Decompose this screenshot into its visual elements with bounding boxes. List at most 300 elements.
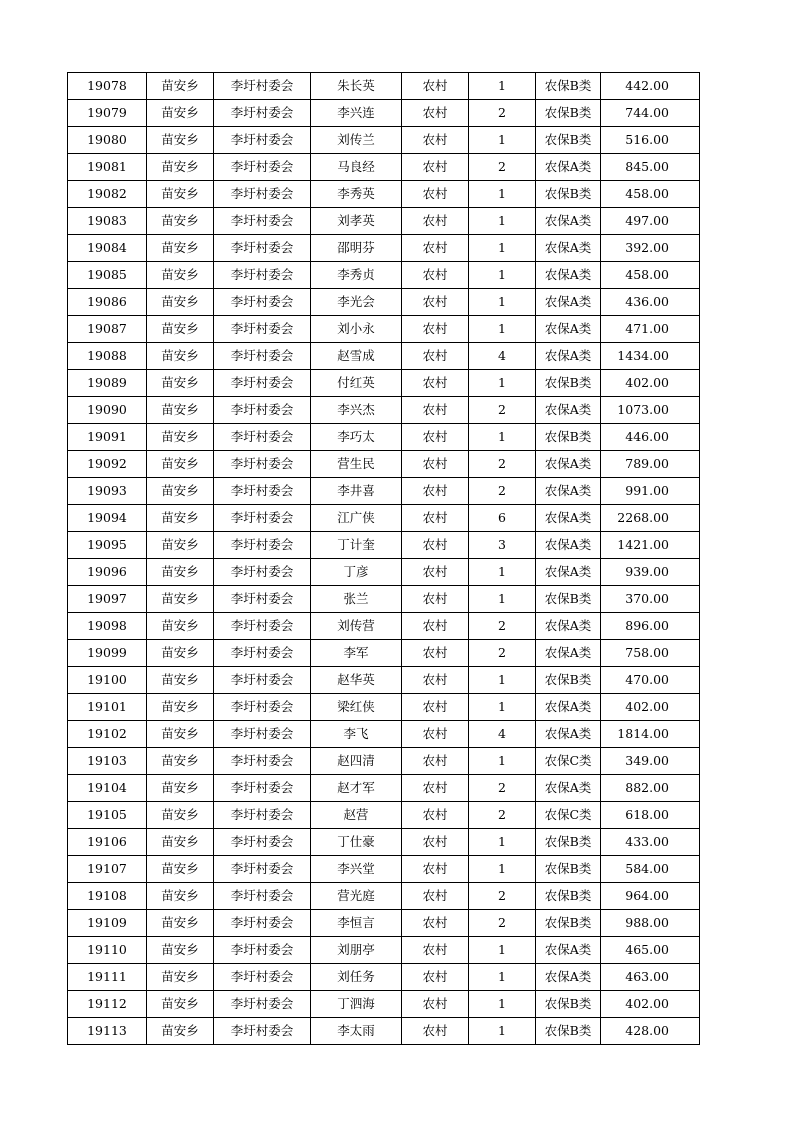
village-committee-cell: 李圩村委会 — [214, 964, 311, 991]
township-cell: 苗安乡 — [147, 667, 214, 694]
household-count-cell: 2 — [469, 640, 536, 667]
area-type-cell: 农村 — [402, 964, 469, 991]
household-count-cell: 1 — [469, 964, 536, 991]
area-type-cell: 农村 — [402, 586, 469, 613]
township-cell: 苗安乡 — [147, 613, 214, 640]
household-count-cell: 2 — [469, 613, 536, 640]
insurance-category-cell: 农保B类 — [536, 910, 601, 937]
person-name-cell: 李光会 — [311, 289, 402, 316]
area-type-cell: 农村 — [402, 505, 469, 532]
village-committee-cell: 李圩村委会 — [214, 559, 311, 586]
household-count-cell: 2 — [469, 910, 536, 937]
insurance-category-cell: 农保B类 — [536, 586, 601, 613]
insurance-category-cell: 农保B类 — [536, 883, 601, 910]
area-type-cell: 农村 — [402, 532, 469, 559]
township-cell: 苗安乡 — [147, 559, 214, 586]
amount-cell: 618.00 — [601, 802, 700, 829]
table-row — [68, 73, 700, 100]
township-cell: 苗安乡 — [147, 991, 214, 1018]
township-cell: 苗安乡 — [147, 73, 214, 100]
village-committee-cell: 李圩村委会 — [214, 289, 311, 316]
record-id-cell: 19088 — [68, 343, 147, 370]
village-committee-cell: 李圩村委会 — [214, 424, 311, 451]
township-cell: 苗安乡 — [147, 775, 214, 802]
household-count-cell: 4 — [469, 721, 536, 748]
amount-cell: 991.00 — [601, 478, 700, 505]
amount-cell: 402.00 — [601, 694, 700, 721]
person-name-cell: 张兰 — [311, 586, 402, 613]
township-cell: 苗安乡 — [147, 127, 214, 154]
person-name-cell: 丁彦 — [311, 559, 402, 586]
township-cell: 苗安乡 — [147, 181, 214, 208]
township-cell: 苗安乡 — [147, 721, 214, 748]
area-type-cell: 农村 — [402, 883, 469, 910]
township-cell: 苗安乡 — [147, 397, 214, 424]
person-name-cell: 李飞 — [311, 721, 402, 748]
insurance-category-cell: 农保A类 — [536, 451, 601, 478]
record-id-cell: 19090 — [68, 397, 147, 424]
township-cell: 苗安乡 — [147, 343, 214, 370]
person-name-cell: 刘传兰 — [311, 127, 402, 154]
table-row — [68, 559, 700, 586]
person-name-cell: 刘孝英 — [311, 208, 402, 235]
village-committee-cell: 李圩村委会 — [214, 235, 311, 262]
table-row — [68, 235, 700, 262]
insurance-category-cell: 农保B类 — [536, 991, 601, 1018]
village-committee-cell: 李圩村委会 — [214, 883, 311, 910]
household-count-cell: 2 — [469, 154, 536, 181]
person-name-cell: 营光庭 — [311, 883, 402, 910]
person-name-cell: 刘朋亭 — [311, 937, 402, 964]
township-cell: 苗安乡 — [147, 586, 214, 613]
household-count-cell: 1 — [469, 127, 536, 154]
person-name-cell: 刘传营 — [311, 613, 402, 640]
insurance-category-cell: 农保A类 — [536, 343, 601, 370]
person-name-cell: 赵营 — [311, 802, 402, 829]
insurance-category-cell: 农保B类 — [536, 73, 601, 100]
household-count-cell: 1 — [469, 208, 536, 235]
area-type-cell: 农村 — [402, 721, 469, 748]
ledger-body — [68, 73, 700, 1045]
village-committee-cell: 李圩村委会 — [214, 262, 311, 289]
village-committee-cell: 李圩村委会 — [214, 127, 311, 154]
insurance-category-cell: 农保B类 — [536, 370, 601, 397]
area-type-cell: 农村 — [402, 100, 469, 127]
person-name-cell: 付红英 — [311, 370, 402, 397]
record-id-cell: 19079 — [68, 100, 147, 127]
table-row — [68, 667, 700, 694]
village-committee-cell: 李圩村委会 — [214, 478, 311, 505]
township-cell: 苗安乡 — [147, 802, 214, 829]
amount-cell: 402.00 — [601, 991, 700, 1018]
household-count-cell: 1 — [469, 316, 536, 343]
table-row — [68, 478, 700, 505]
insurance-category-cell: 农保C类 — [536, 748, 601, 775]
table-row — [68, 370, 700, 397]
township-cell: 苗安乡 — [147, 235, 214, 262]
amount-cell: 433.00 — [601, 829, 700, 856]
township-cell: 苗安乡 — [147, 478, 214, 505]
area-type-cell: 农村 — [402, 154, 469, 181]
record-id-cell: 19083 — [68, 208, 147, 235]
household-count-cell: 1 — [469, 586, 536, 613]
township-cell: 苗安乡 — [147, 316, 214, 343]
area-type-cell: 农村 — [402, 181, 469, 208]
person-name-cell: 丁计奎 — [311, 532, 402, 559]
amount-cell: 882.00 — [601, 775, 700, 802]
amount-cell: 402.00 — [601, 370, 700, 397]
table-row — [68, 397, 700, 424]
household-count-cell: 4 — [469, 343, 536, 370]
person-name-cell: 江广侠 — [311, 505, 402, 532]
area-type-cell: 农村 — [402, 127, 469, 154]
amount-cell: 896.00 — [601, 613, 700, 640]
insurance-category-cell: 农保A类 — [536, 937, 601, 964]
insurance-category-cell: 农保A类 — [536, 262, 601, 289]
record-id-cell: 19082 — [68, 181, 147, 208]
township-cell: 苗安乡 — [147, 748, 214, 775]
person-name-cell: 丁仕豪 — [311, 829, 402, 856]
township-cell: 苗安乡 — [147, 883, 214, 910]
village-committee-cell: 李圩村委会 — [214, 586, 311, 613]
table-row — [68, 883, 700, 910]
record-id-cell: 19106 — [68, 829, 147, 856]
person-name-cell: 李兴杰 — [311, 397, 402, 424]
village-committee-cell: 李圩村委会 — [214, 721, 311, 748]
village-committee-cell: 李圩村委会 — [214, 667, 311, 694]
township-cell: 苗安乡 — [147, 154, 214, 181]
record-id-cell: 19107 — [68, 856, 147, 883]
insurance-category-cell: 农保B类 — [536, 1018, 601, 1045]
person-name-cell: 李秀贞 — [311, 262, 402, 289]
amount-cell: 939.00 — [601, 559, 700, 586]
village-committee-cell: 李圩村委会 — [214, 73, 311, 100]
record-id-cell: 19080 — [68, 127, 147, 154]
village-committee-cell: 李圩村委会 — [214, 154, 311, 181]
village-committee-cell: 李圩村委会 — [214, 991, 311, 1018]
amount-cell: 516.00 — [601, 127, 700, 154]
village-committee-cell: 李圩村委会 — [214, 316, 311, 343]
record-id-cell: 19095 — [68, 532, 147, 559]
insurance-category-cell: 农保B类 — [536, 856, 601, 883]
township-cell: 苗安乡 — [147, 370, 214, 397]
table-row — [68, 694, 700, 721]
table-row — [68, 532, 700, 559]
village-committee-cell: 李圩村委会 — [214, 370, 311, 397]
area-type-cell: 农村 — [402, 640, 469, 667]
record-id-cell: 19111 — [68, 964, 147, 991]
amount-cell: 471.00 — [601, 316, 700, 343]
record-id-cell: 19099 — [68, 640, 147, 667]
area-type-cell: 农村 — [402, 829, 469, 856]
insurance-category-cell: 农保A类 — [536, 505, 601, 532]
record-id-cell: 19086 — [68, 289, 147, 316]
record-id-cell: 19084 — [68, 235, 147, 262]
household-count-cell: 1 — [469, 1018, 536, 1045]
table-row — [68, 181, 700, 208]
household-count-cell: 1 — [469, 748, 536, 775]
table-row — [68, 343, 700, 370]
household-count-cell: 1 — [469, 262, 536, 289]
insurance-category-cell: 农保A类 — [536, 964, 601, 991]
household-count-cell: 1 — [469, 181, 536, 208]
township-cell: 苗安乡 — [147, 100, 214, 127]
table-row — [68, 856, 700, 883]
village-committee-cell: 李圩村委会 — [214, 397, 311, 424]
area-type-cell: 农村 — [402, 397, 469, 424]
area-type-cell: 农村 — [402, 235, 469, 262]
insurance-category-cell: 农保A类 — [536, 613, 601, 640]
household-count-cell: 1 — [469, 424, 536, 451]
amount-cell: 470.00 — [601, 667, 700, 694]
record-id-cell: 19094 — [68, 505, 147, 532]
amount-cell: 789.00 — [601, 451, 700, 478]
area-type-cell: 农村 — [402, 802, 469, 829]
village-committee-cell: 李圩村委会 — [214, 613, 311, 640]
household-count-cell: 2 — [469, 478, 536, 505]
area-type-cell: 农村 — [402, 667, 469, 694]
area-type-cell: 农村 — [402, 748, 469, 775]
record-id-cell: 19096 — [68, 559, 147, 586]
household-count-cell: 2 — [469, 451, 536, 478]
person-name-cell: 李秀英 — [311, 181, 402, 208]
table-row — [68, 208, 700, 235]
township-cell: 苗安乡 — [147, 694, 214, 721]
area-type-cell: 农村 — [402, 262, 469, 289]
household-count-cell: 2 — [469, 883, 536, 910]
township-cell: 苗安乡 — [147, 937, 214, 964]
table-row — [68, 775, 700, 802]
record-id-cell: 19092 — [68, 451, 147, 478]
record-id-cell: 19087 — [68, 316, 147, 343]
table-row — [68, 262, 700, 289]
household-count-cell: 1 — [469, 829, 536, 856]
township-cell: 苗安乡 — [147, 964, 214, 991]
person-name-cell: 邵明芬 — [311, 235, 402, 262]
amount-cell: 436.00 — [601, 289, 700, 316]
village-committee-cell: 李圩村委会 — [214, 694, 311, 721]
record-id-cell: 19078 — [68, 73, 147, 100]
village-committee-cell: 李圩村委会 — [214, 748, 311, 775]
area-type-cell: 农村 — [402, 478, 469, 505]
area-type-cell: 农村 — [402, 289, 469, 316]
amount-cell: 465.00 — [601, 937, 700, 964]
insurance-category-cell: 农保A类 — [536, 640, 601, 667]
table-row — [68, 802, 700, 829]
insurance-category-cell: 农保B类 — [536, 100, 601, 127]
household-count-cell: 3 — [469, 532, 536, 559]
person-name-cell: 李兴连 — [311, 100, 402, 127]
record-id-cell: 19104 — [68, 775, 147, 802]
person-name-cell: 刘任务 — [311, 964, 402, 991]
amount-cell: 964.00 — [601, 883, 700, 910]
table-row — [68, 424, 700, 451]
record-id-cell: 19085 — [68, 262, 147, 289]
township-cell: 苗安乡 — [147, 910, 214, 937]
household-count-cell: 1 — [469, 937, 536, 964]
area-type-cell: 农村 — [402, 937, 469, 964]
area-type-cell: 农村 — [402, 613, 469, 640]
township-cell: 苗安乡 — [147, 532, 214, 559]
amount-cell: 446.00 — [601, 424, 700, 451]
amount-cell: 442.00 — [601, 73, 700, 100]
table-row — [68, 1018, 700, 1045]
household-count-cell: 1 — [469, 235, 536, 262]
household-count-cell: 1 — [469, 991, 536, 1018]
table-row — [68, 154, 700, 181]
person-name-cell: 李军 — [311, 640, 402, 667]
insurance-category-cell: 农保B类 — [536, 667, 601, 694]
insurance-category-cell: 农保A类 — [536, 154, 601, 181]
person-name-cell: 丁泗海 — [311, 991, 402, 1018]
village-committee-cell: 李圩村委会 — [214, 856, 311, 883]
amount-cell: 458.00 — [601, 181, 700, 208]
person-name-cell: 朱长英 — [311, 73, 402, 100]
household-count-cell: 1 — [469, 694, 536, 721]
household-count-cell: 2 — [469, 397, 536, 424]
insurance-category-cell: 农保A类 — [536, 721, 601, 748]
record-id-cell: 19093 — [68, 478, 147, 505]
household-count-cell: 1 — [469, 667, 536, 694]
amount-cell: 744.00 — [601, 100, 700, 127]
area-type-cell: 农村 — [402, 316, 469, 343]
village-committee-cell: 李圩村委会 — [214, 343, 311, 370]
person-name-cell: 李井喜 — [311, 478, 402, 505]
table-row — [68, 640, 700, 667]
table-row — [68, 910, 700, 937]
village-committee-cell: 李圩村委会 — [214, 937, 311, 964]
insurance-category-cell: 农保A类 — [536, 532, 601, 559]
amount-cell: 349.00 — [601, 748, 700, 775]
record-id-cell: 19102 — [68, 721, 147, 748]
township-cell: 苗安乡 — [147, 208, 214, 235]
amount-cell: 1421.00 — [601, 532, 700, 559]
household-count-cell: 1 — [469, 370, 536, 397]
record-id-cell: 19105 — [68, 802, 147, 829]
township-cell: 苗安乡 — [147, 451, 214, 478]
record-id-cell: 19113 — [68, 1018, 147, 1045]
village-committee-cell: 李圩村委会 — [214, 802, 311, 829]
township-cell: 苗安乡 — [147, 640, 214, 667]
person-name-cell: 营生民 — [311, 451, 402, 478]
person-name-cell: 赵雪成 — [311, 343, 402, 370]
area-type-cell: 农村 — [402, 559, 469, 586]
amount-cell: 2268.00 — [601, 505, 700, 532]
township-cell: 苗安乡 — [147, 856, 214, 883]
amount-cell: 458.00 — [601, 262, 700, 289]
village-committee-cell: 李圩村委会 — [214, 505, 311, 532]
insurance-category-cell: 农保A类 — [536, 316, 601, 343]
table-row — [68, 289, 700, 316]
village-committee-cell: 李圩村委会 — [214, 208, 311, 235]
township-cell: 苗安乡 — [147, 505, 214, 532]
village-committee-cell: 李圩村委会 — [214, 775, 311, 802]
insurance-category-cell: 农保A类 — [536, 775, 601, 802]
area-type-cell: 农村 — [402, 910, 469, 937]
household-count-cell: 1 — [469, 856, 536, 883]
person-name-cell: 李巧太 — [311, 424, 402, 451]
amount-cell: 428.00 — [601, 1018, 700, 1045]
insurance-category-cell: 农保A类 — [536, 208, 601, 235]
table-row — [68, 586, 700, 613]
record-id-cell: 19089 — [68, 370, 147, 397]
person-name-cell: 赵华英 — [311, 667, 402, 694]
person-name-cell: 李兴堂 — [311, 856, 402, 883]
area-type-cell: 农村 — [402, 775, 469, 802]
person-name-cell: 赵才军 — [311, 775, 402, 802]
person-name-cell: 赵四清 — [311, 748, 402, 775]
insurance-category-cell: 农保A类 — [536, 397, 601, 424]
area-type-cell: 农村 — [402, 451, 469, 478]
insurance-category-cell: 农保C类 — [536, 802, 601, 829]
household-count-cell: 6 — [469, 505, 536, 532]
village-committee-cell: 李圩村委会 — [214, 640, 311, 667]
table-row — [68, 964, 700, 991]
insurance-category-cell: 农保B类 — [536, 127, 601, 154]
household-count-cell: 2 — [469, 775, 536, 802]
record-id-cell: 19112 — [68, 991, 147, 1018]
insurance-category-cell: 农保B类 — [536, 829, 601, 856]
township-cell: 苗安乡 — [147, 289, 214, 316]
amount-cell: 758.00 — [601, 640, 700, 667]
record-id-cell: 19101 — [68, 694, 147, 721]
record-id-cell: 19097 — [68, 586, 147, 613]
table-row — [68, 100, 700, 127]
record-id-cell: 19100 — [68, 667, 147, 694]
household-count-cell: 1 — [469, 73, 536, 100]
village-committee-cell: 李圩村委会 — [214, 532, 311, 559]
record-id-cell: 19103 — [68, 748, 147, 775]
record-id-cell: 19110 — [68, 937, 147, 964]
person-name-cell: 马良经 — [311, 154, 402, 181]
area-type-cell: 农村 — [402, 694, 469, 721]
insurance-category-cell: 农保A类 — [536, 289, 601, 316]
table-row — [68, 127, 700, 154]
table-row — [68, 721, 700, 748]
insurance-category-cell: 农保B类 — [536, 424, 601, 451]
village-committee-cell: 李圩村委会 — [214, 451, 311, 478]
amount-cell: 392.00 — [601, 235, 700, 262]
amount-cell: 1073.00 — [601, 397, 700, 424]
insurance-category-cell: 农保A类 — [536, 478, 601, 505]
insurance-category-cell: 农保B类 — [536, 181, 601, 208]
area-type-cell: 农村 — [402, 424, 469, 451]
person-name-cell: 李恒言 — [311, 910, 402, 937]
household-count-cell: 1 — [469, 559, 536, 586]
ledger-table — [67, 72, 700, 1045]
record-id-cell: 19091 — [68, 424, 147, 451]
record-id-cell: 19108 — [68, 883, 147, 910]
village-committee-cell: 李圩村委会 — [214, 181, 311, 208]
area-type-cell: 农村 — [402, 1018, 469, 1045]
area-type-cell: 农村 — [402, 208, 469, 235]
amount-cell: 1434.00 — [601, 343, 700, 370]
amount-cell: 370.00 — [601, 586, 700, 613]
insurance-category-cell: 农保A类 — [536, 559, 601, 586]
township-cell: 苗安乡 — [147, 424, 214, 451]
township-cell: 苗安乡 — [147, 262, 214, 289]
table-row — [68, 613, 700, 640]
table-row — [68, 316, 700, 343]
amount-cell: 988.00 — [601, 910, 700, 937]
table-row — [68, 451, 700, 478]
village-committee-cell: 李圩村委会 — [214, 1018, 311, 1045]
person-name-cell: 刘小永 — [311, 316, 402, 343]
table-row — [68, 748, 700, 775]
insurance-category-cell: 农保A类 — [536, 235, 601, 262]
table-row — [68, 991, 700, 1018]
area-type-cell: 农村 — [402, 343, 469, 370]
